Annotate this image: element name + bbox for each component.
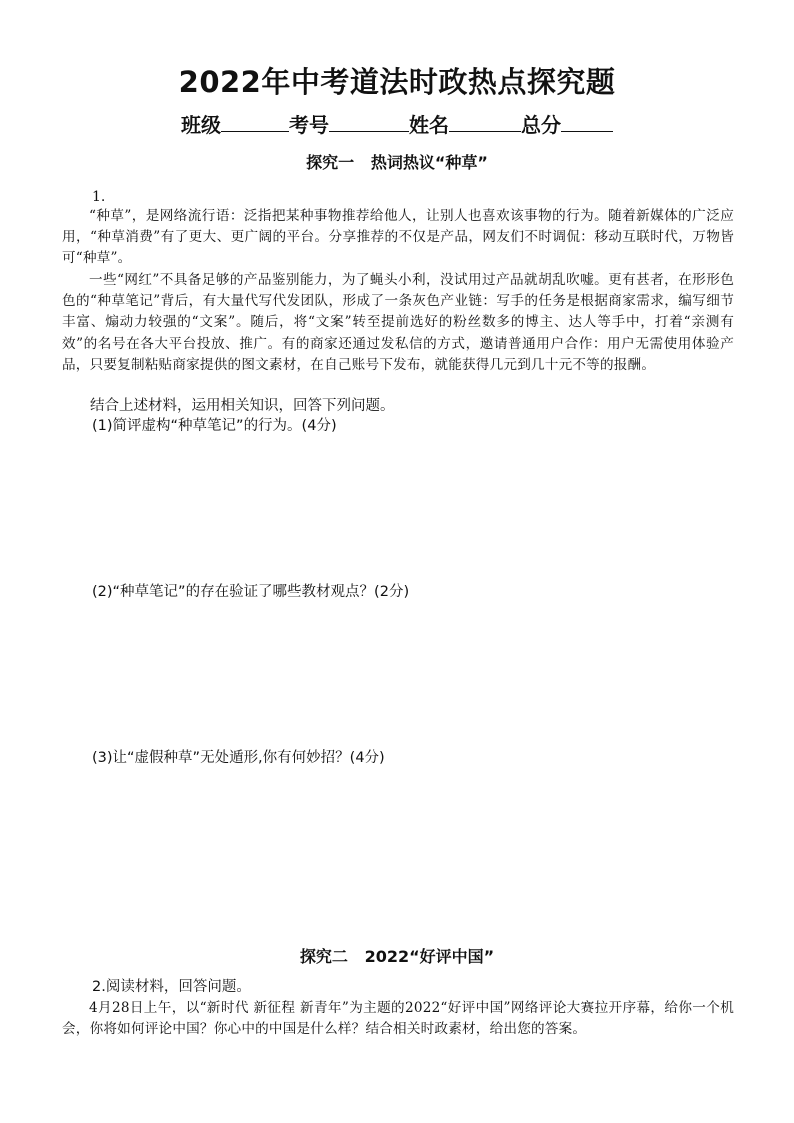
total-label: 总分 [521,113,561,137]
section-1-paragraph-1: “种草”，是网络流行语：泛指把某种事物推荐给他人，让别人也喜欢该事物的行为。随着新媒体的广泛应用，“种草消费”有了更大、更广阔的平台。分享推荐的不仅是产品，网友们不时调侃：移动互联时代，万物皆可“种草”。 [62,208,734,267]
name-label: 姓名 [409,113,449,137]
exam-no-blank[interactable] [329,111,409,132]
sub-question-1: (1)简评虚构“种草笔记”的行为。(4分) [92,418,337,434]
name-blank[interactable] [449,111,521,132]
class-label: 班级 [181,113,221,137]
section-2-title: 探究二 2022“好评中国” [299,947,495,966]
class-blank[interactable] [221,111,289,132]
sub-question-3: (3)让“虚假种草”无处遁形,你有何妙招？(4分) [92,750,385,766]
page-title: 2022年中考道法时政热点探究题 [178,65,616,99]
student-info-line [0,111,794,139]
section-2-paragraph: 4月28日上午，以“新时代 新征程 新青年”为主题的2022“好评中国”网络评论大赛拉开序幕，给你一个机会，你将如何评论中国？你心中的中国是什么样？结合相关时政素材，给出您的答案。 [62,1000,734,1038]
section-1-instruction: 结合上述材料，运用相关知识，回答下列问题。 [90,398,395,414]
section-1-title: 探究一 热词热议“种草” [306,153,488,172]
total-blank[interactable] [561,111,613,132]
question-2-line: 2.阅读材料，回答问题。 [92,979,251,995]
section-1-paragraph-2: 一些“网红”不具备足够的产品鉴别能力，为了蝇头小利，没试用过产品就胡乱吹嘘。更有甚者，在形形色色的“种草笔记”背后，有大量代写代发团队，形成了一条灰色产业链：写手的任务是根据商家需求，编写细节丰富、煽动力较强的“文案”。随后，将“文案”转至提前选好的粉丝数多的博主、达人等手中，打着“亲测有效”的名号在各大平台投放、推广。有的商家还通过发私信的方式，邀请普通用户合作：用户无需使用体验产品，只要复制粘贴商家提供的图文素材，在自己账号下发布，就能获得几元到几十元不等的报酬。 [62,272,734,373]
question-1-number: 1. [92,189,106,205]
exam-no-label: 考号 [289,113,329,137]
sub-question-2: (2)“种草笔记”的存在验证了哪些教材观点？(2分) [92,584,410,600]
